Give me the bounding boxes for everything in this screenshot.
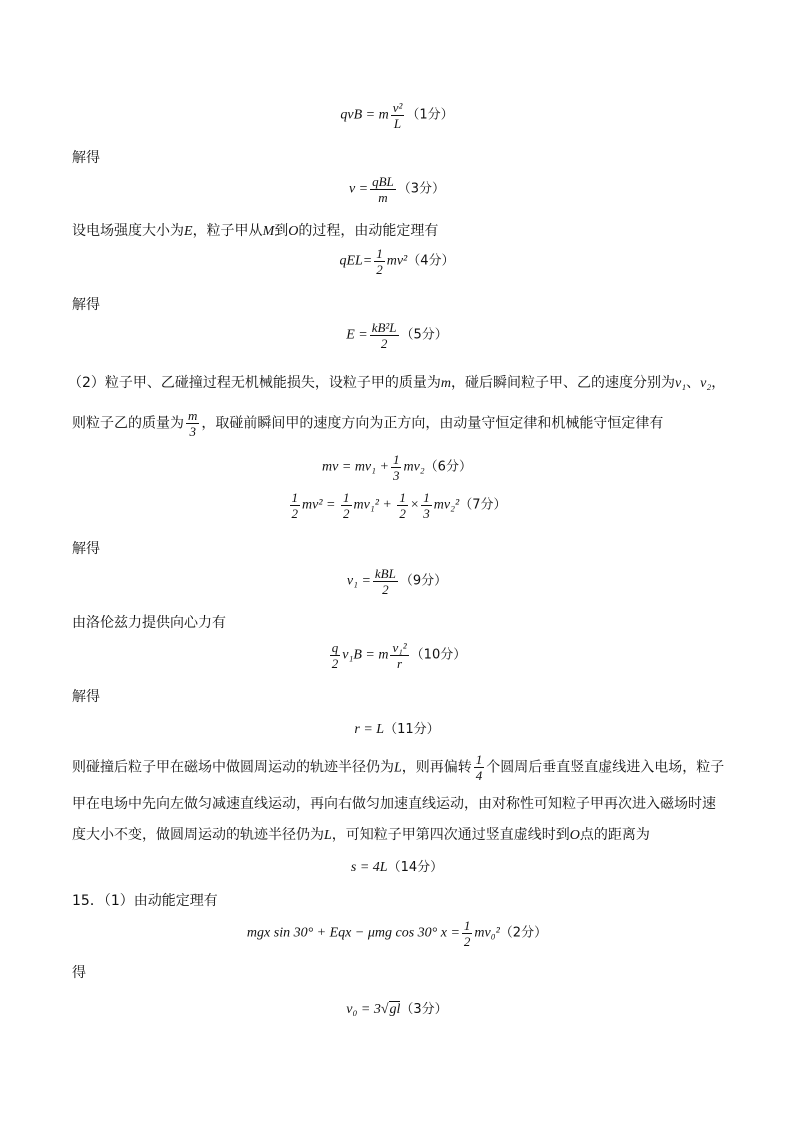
equation-4: E = $\frac{\text{kB²L}}{2}$ （5分） [346,320,448,351]
equation-v0: v₀ = 3√gl（3分） [346,1002,448,1017]
equation-3: qEL= $\frac{1}{2}$ mv²（4分） [339,246,455,277]
equation-s: s = 4L（14分） [350,860,444,875]
equation-lorentz: $\frac{q}{2}$ v₁B = m $\frac{\text{v₁²}}{r}$ （10分） [331,640,467,671]
equation-1: qvB = m $\frac{\text{v²}}{L}$ （1分） [340,100,454,131]
text-part-2b: 则粒子乙的质量为 $\frac{m}{3}$ ，取碰前瞬间甲的速度方向为正方向，由动量守恒定律和机械能守恒定律有 [72,408,664,439]
text-jiede: 解得 [72,541,100,557]
equation-momentum: mv = mv₁ + $\frac{1}{3}$ mv₂（6分） [322,452,472,483]
equation-v1: v₁ = $\frac{\text{kBL}}{2}$ （9分） [346,566,448,597]
text-set-e: 设电场强度大小为E，粒子甲从M到O的过程，由动能定理有 [72,223,439,239]
text-jiede: 解得 [72,150,100,166]
text-paragraph-1: 则碰撞后粒子甲在磁场中做圆周运动的轨迹半径仍为L，则再偏转 $\frac{1}{4}$ 个圆周后垂直竖直虚线进入电场，粒子 [72,752,725,783]
text-jiede: 解得 [72,297,100,313]
text-q15: 15．（1）由动能定理有 [72,893,218,909]
equation-2: v = $\frac{\text{qBL}}{m}$ （3分） [348,174,446,205]
text-paragraph-3: 度大小不变，做圆周运动的轨迹半径仍为L，可知粒子甲第四次通过竖直虚线时到O点的距离为 [72,827,650,843]
equation-energy: $\frac{1}{2}$ mv² = $\frac{1}{2}$ mv₁² + $\frac{1}{2}$ × $\frac{1}{3}$ mv₂²（7分） [291,490,507,521]
text-de: 得 [72,965,86,981]
text-paragraph-2: 甲在电场中先向左做匀减速直线运动，再向右做匀加速直线运动，由对称性可知粒子甲再次进入磁场时速 [72,796,716,812]
text-lorentz: 由洛伦兹力提供向心力有 [72,615,226,631]
text-part-2: （2）粒子甲、乙碰撞过程无机械能损失，设粒子甲的质量为m，碰后瞬间粒子甲、乙的速度分别为v₁、v₂， [68,375,726,391]
text-jiede: 解得 [72,689,100,705]
equation-r: r = L（11分） [354,722,440,737]
equation-q15: mgx sin 30° + Eqx − μmg cos 30° x = $\frac{1}{2}$ mv₀²（2分） [246,918,548,949]
